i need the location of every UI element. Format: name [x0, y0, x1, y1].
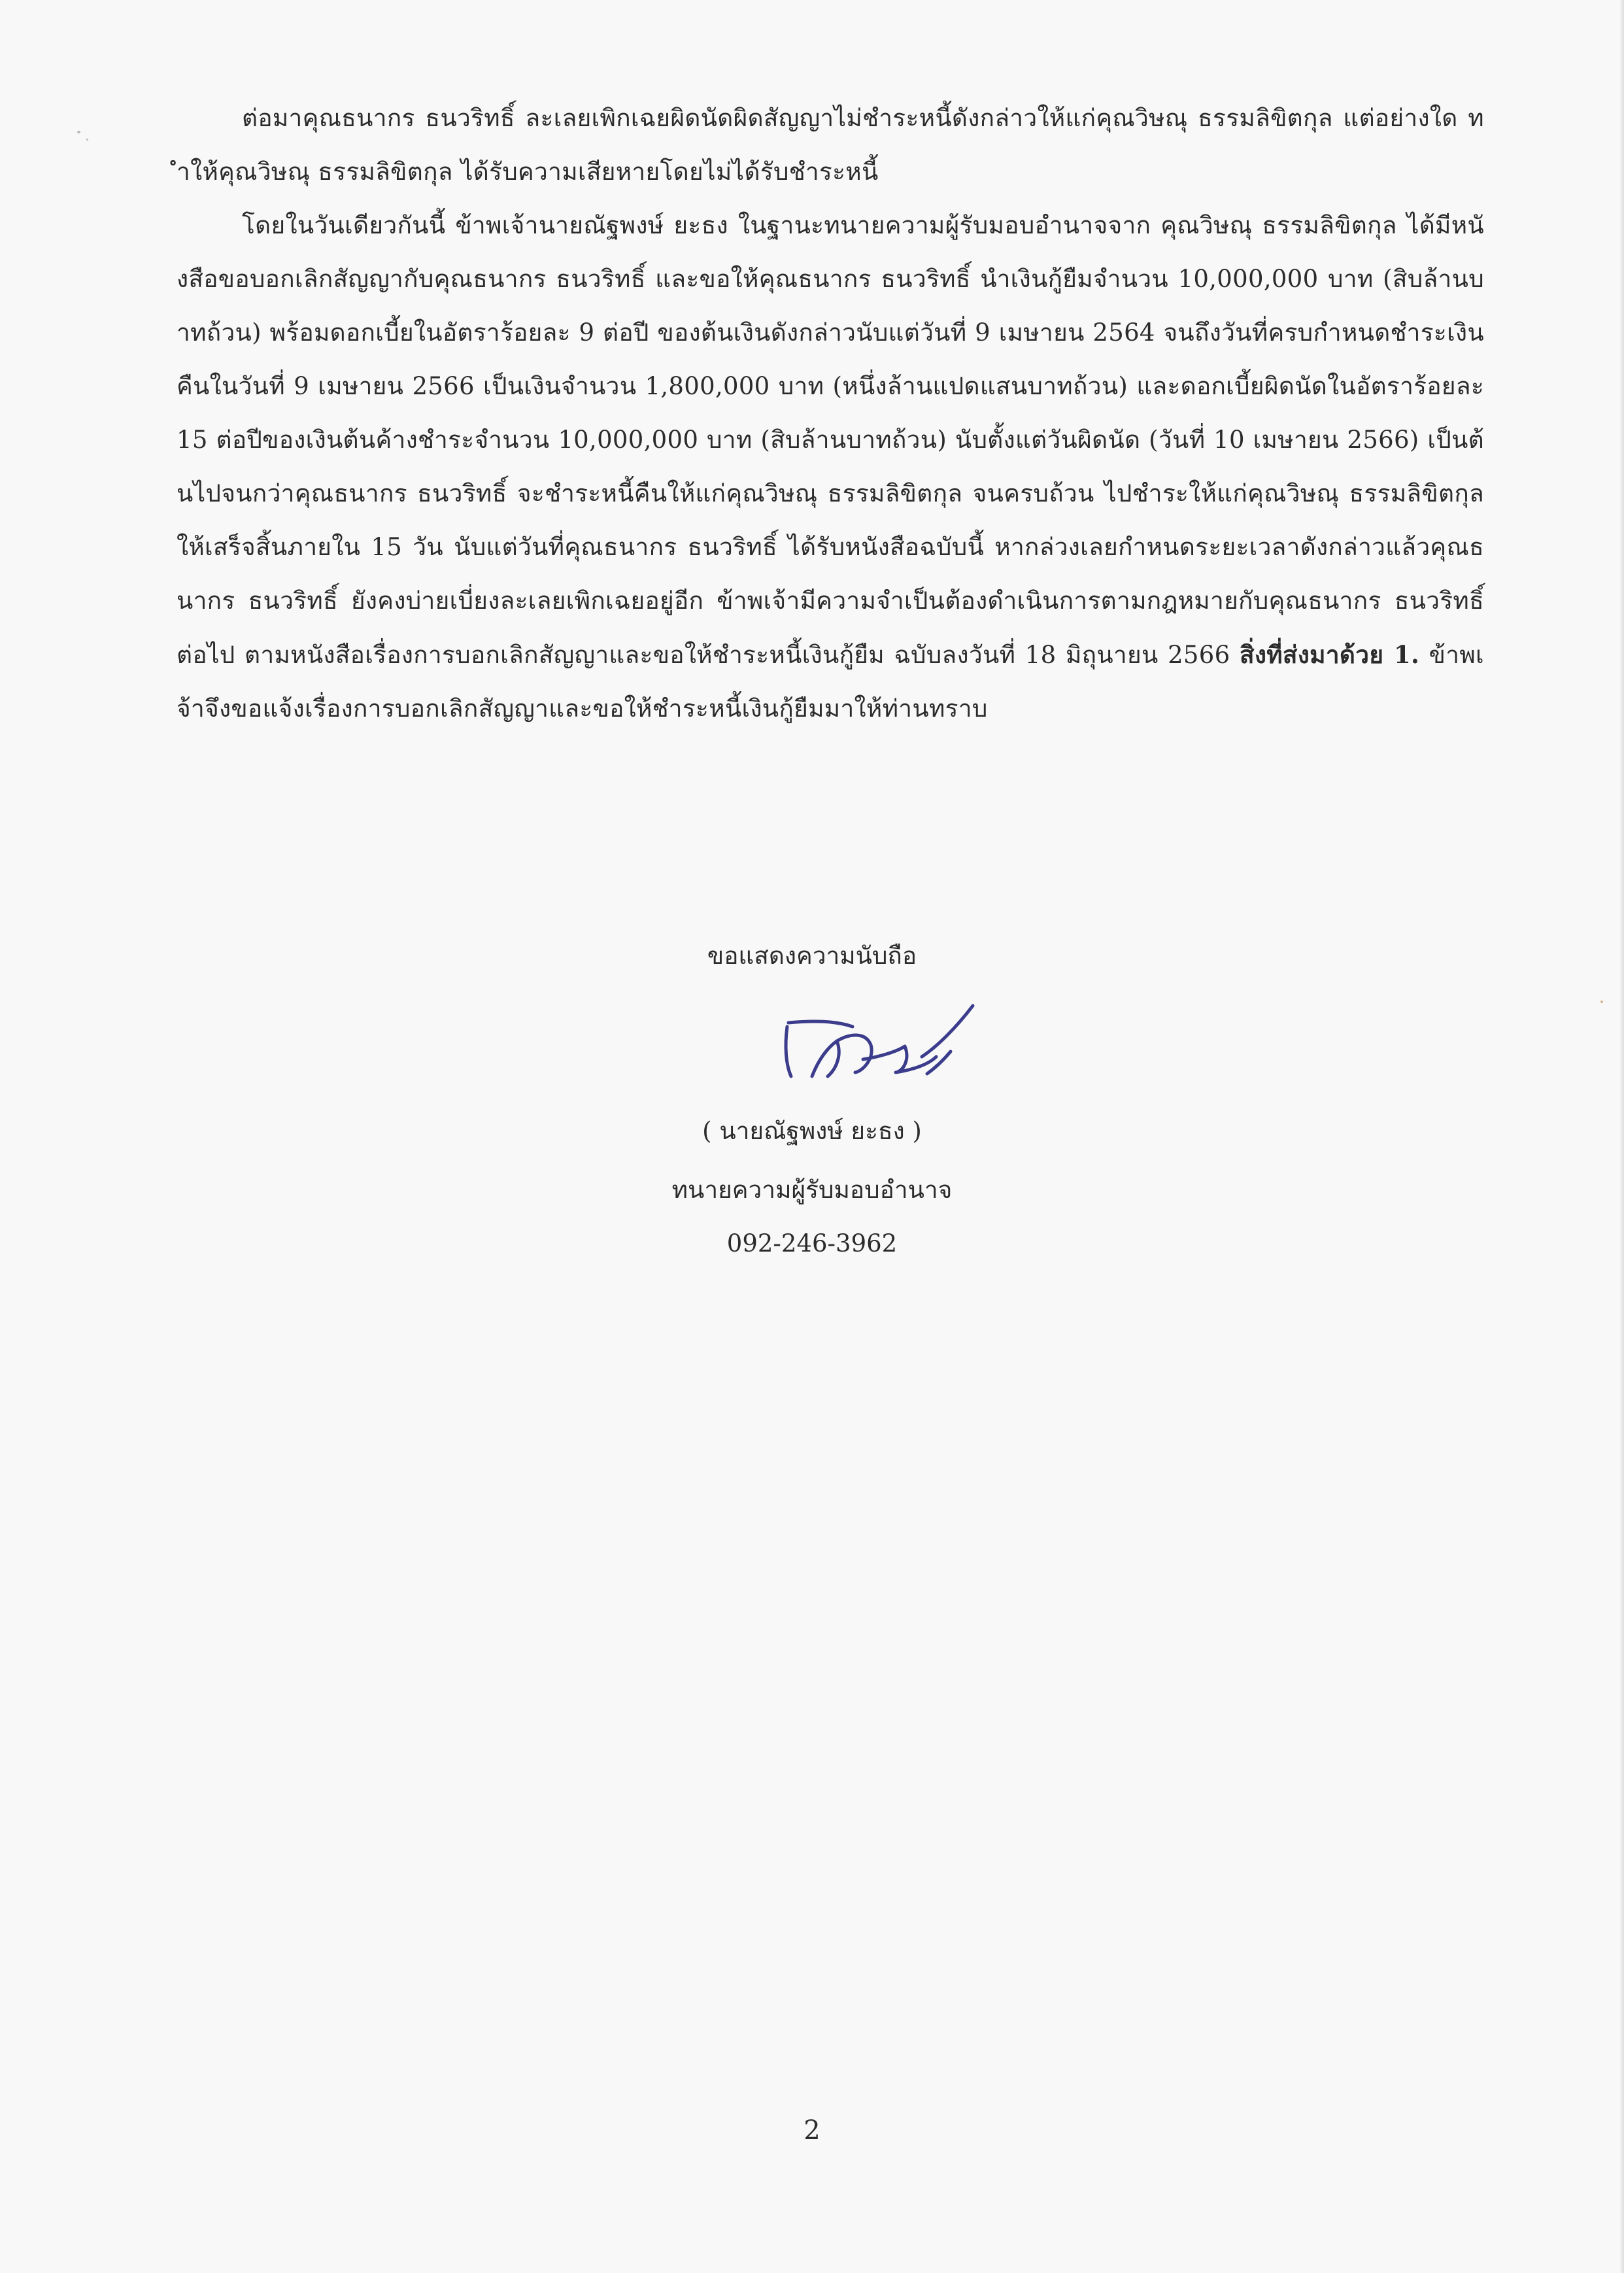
signatory-phone: 092-246-3962: [726, 1229, 898, 1257]
paragraph-text: ต่อมาคุณธนากร ธนวริทธิ์ ละเลยเพิกเฉยผิดนัดผิดสัญญาไม่ชำระหนี้ดังกล่าวให้แก่คุณวิษณุ ธรรมลิขิตกุล แต่อย่างใด ทำให้คุณวิษณุ ธรรมลิขิตกุล ได้รับความเสียหายโดยไม่ได้รับชำระหนี้: [177, 104, 1484, 186]
signatory-name: ( นายณัฐพงษ์ ยะธง ): [702, 1117, 922, 1145]
paragraph-default-notice: [177, 92, 1484, 199]
attachment-reference: สิ่งที่ส่งมาด้วย 1.: [1239, 640, 1420, 669]
signatory-role: ทนายความผู้รับมอบอำนาจ: [671, 1176, 953, 1204]
scan-speck: [86, 139, 88, 141]
paragraph-text: โดยในวันเดียวกันนี้ ข้าพเจ้านายณัฐพงษ์ ยะธง ในฐานะทนายความผู้รับมอบอำนาจจาก คุณวิษณุ ธรรมลิขิตกุล ได้มีหนังสือขอบอกเลิกสัญญากับคุณธนากร ธนวริทธิ์ และขอให้คุณธนากร ธนวริทธิ์ นำเงินกู้ยืมจำนวน 10,000,000 บาท (สิบล้านบาทถ้วน) พร้อมดอกเบี้ยในอัตราร้อยละ 9 ต่อปี ของต้นเงินดังกล่าวนับแต่วันที่ 9 เมษายน 2564 จนถึงวันที่ครบกำหนดชำระเงินคืนในวันที่ 9 เมษายน 2566 เป็นเงินจำนวน 1,800,000 บาท (หนึ่งล้านแปดแสนบาทถ้วน) และดอกเบี้ยผิดนัดในอัตราร้อยละ 15 ต่อปีของเงินต้นค้างชำระจำนวน 10,000,000 บาท (สิบล้านบาทถ้วน) นับตั้งแต่วันผิดนัด (วันที่ 10 เมษายน 2566) เป็นต้นไปจนกว่าคุณธนากร ธนวริทธิ์ จะชำระหนี้คืนให้แก่คุณวิษณุ ธรรมลิขิตกุล จนครบถ้วน ไปชำระให้แก่คุณวิษณุ ธรรมลิขิตกุล ให้เสร็จสิ้นภายใน 15 วัน นับแต่วันที่คุณธนากร ธนวริทธิ์ ได้รับหนังสือฉบับนี้ หากล่วงเลยกำหนดระยะเวลาดังกล่าวแล้วคุณธนากร ธนวริทธิ์ ยังคงบ่ายเบี่ยงละเลยเพิกเฉยอยู่อีก ข้าพเจ้ามีความจำเป็นต้องดำเนินการตามกฎหมายกับคุณธนากร ธนวริทธิ์ ต่อไป ตามหนังสือเรื่องการบอกเลิกสัญญาและขอให้ชำระหนี้เงินกู้ยืม ฉบับลงวันที่ 18 มิถุนายน 2566: [177, 211, 1484, 669]
scan-speck: [77, 131, 80, 133]
paragraph-termination-demand: [177, 199, 1484, 736]
paragraph-text: ข้าพเจ้าจึงขอแจ้งเรื่องการบอกเลิกสัญญาและขอให้ชำระหนี้เงินกู้ยืมมาให้ท่านทราบ: [177, 641, 1484, 723]
page-number: 2: [804, 2115, 820, 2145]
closing-salutation: ขอแสดงความนับถือ: [707, 942, 917, 970]
scan-speck: [1600, 1000, 1603, 1003]
handwritten-signature: [765, 994, 981, 1085]
letter-body: [177, 92, 1484, 736]
